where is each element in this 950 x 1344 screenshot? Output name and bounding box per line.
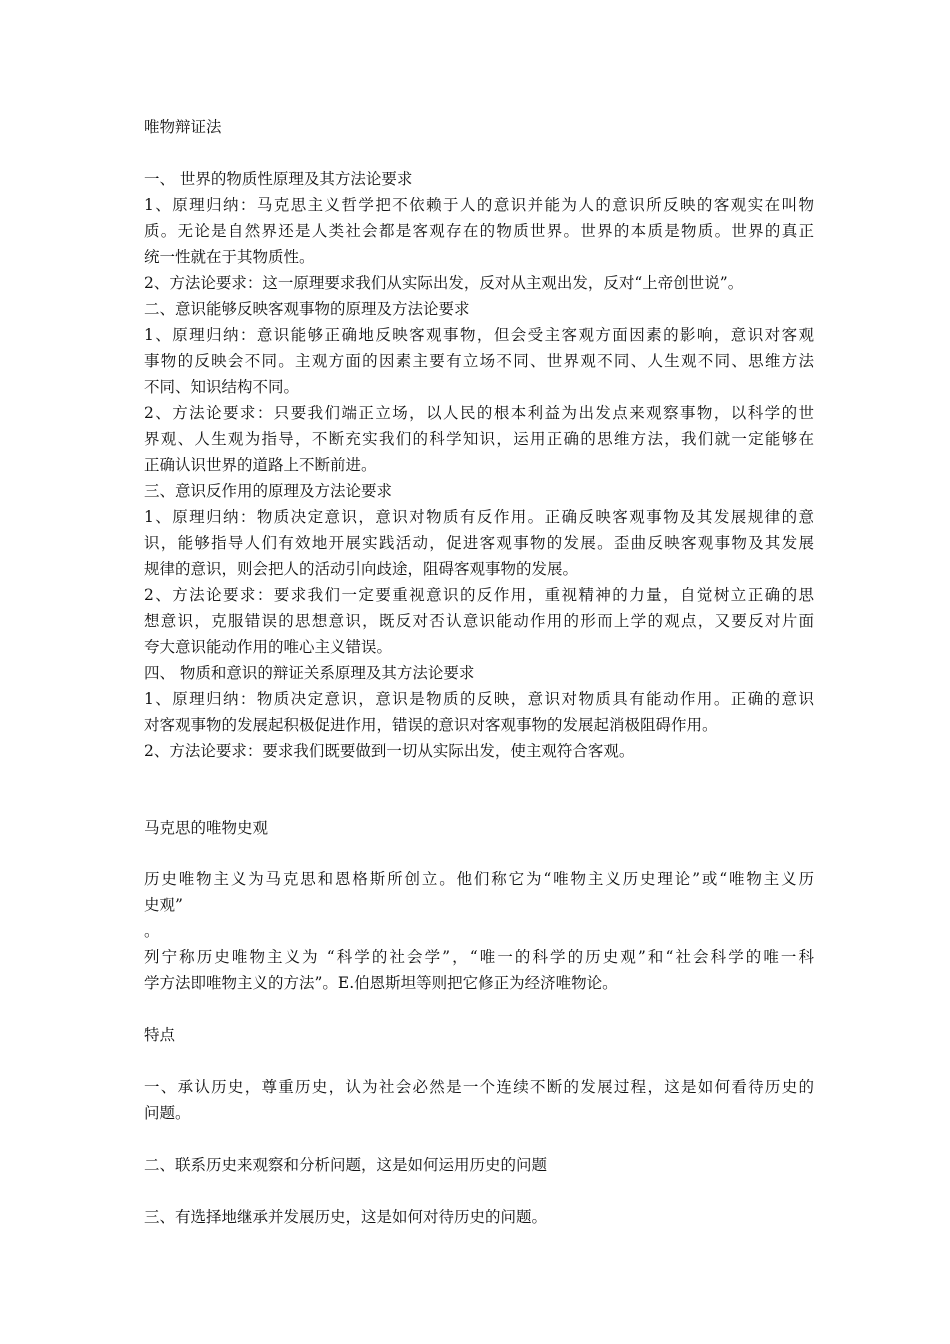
- paragraph-line: 正确认识世界的道路上不断前进。: [144, 456, 377, 474]
- paragraph-line: 史观”: [144, 896, 183, 914]
- paragraph-line: 想意识，克服错误的思想意识，既反对否认意识能动作用的形而上学的观点，又要反对片面: [144, 612, 814, 630]
- feature-item: 三、有选择地继承并发展历史，这是如何对待历史的问题。: [144, 1208, 548, 1226]
- paragraph-line: 。: [144, 922, 160, 940]
- paragraph-line: 质。无论是自然界还是人类社会都是客观存在的物质世界。世界的本质是物质。世界的真正: [144, 222, 814, 240]
- heading-4: 四、 物质和意识的辩证关系原理及其方法论要求: [144, 664, 475, 682]
- paragraph-line: 列宁称历史唯物主义为 “科学的社会学”，“唯一的科学的历史观”和“社会科学的唯一科: [144, 948, 814, 966]
- paragraph-line: 规律的意识，则会把人的活动引向歧途，阻碍客观事物的发展。: [144, 560, 579, 578]
- paragraph-line: 对客观事物的发展起积极促进作用，错误的意识对客观事物的发展起消极阻碍作用。: [144, 716, 718, 734]
- paragraph-line: 1、原理归纳：物质决定意识，意识是物质的反映，意识对物质具有能动作用。正确的意识: [144, 690, 814, 708]
- heading-1: 一、 世界的物质性原理及其方法论要求: [144, 170, 413, 188]
- paragraph-line: 识，能够指导人们有效地开展实践活动，促进客观事物的发展。歪曲反映客观事物及其发展: [144, 534, 814, 552]
- paragraph-line: 夸大意识能动作用的唯心主义错误。: [144, 638, 393, 656]
- heading-2: 二、意识能够反映客观事物的原理及方法论要求: [144, 300, 470, 318]
- paragraph-line: 统一性就在于其物质性。: [144, 248, 315, 266]
- heading-3: 三、意识反作用的原理及方法论要求: [144, 482, 393, 500]
- section-title-historical-materialism: 马克思的唯物史观: [144, 819, 269, 837]
- feature-item: 二、联系历史来观察和分析问题，这是如何运用历史的问题: [144, 1156, 548, 1174]
- paragraph-line: 界观、人生观为指导，不断充实我们的科学知识，运用正确的思维方法，我们就一定能够在: [144, 430, 814, 448]
- paragraph-line: 2、方法论要求：要求我们既要做到一切从实际出发，使主观符合客观。: [144, 742, 635, 760]
- paragraph-line: 2、方法论要求：要求我们一定要重视意识的反作用，重视精神的力量，自觉树立正确的思: [144, 586, 814, 604]
- feature-item: 问题。: [144, 1104, 191, 1122]
- features-title: 特点: [144, 1026, 176, 1044]
- paragraph-line: 事物的反映会不同。主观方面的因素主要有立场不同、世界观不同、人生观不同、思维方法: [144, 352, 814, 370]
- paragraph-line: 历史唯物主义为马克思和恩格斯所创立。他们称它为“唯物主义历史理论”或“唯物主义历: [144, 870, 814, 888]
- paragraph-line: 1、原理归纳：物质决定意识，意识对物质有反作用。正确反映客观事物及其发展规律的意: [144, 508, 814, 526]
- paragraph-line: 2、方法论要求：只要我们端正立场，以人民的根本利益为出发点来观察事物，以科学的世: [144, 404, 814, 422]
- paragraph-line: 1、原理归纳：马克思主义哲学把不依赖于人的意识并能为人的意识所反映的客观实在叫物: [144, 196, 814, 214]
- feature-item: 一、承认历史，尊重历史，认为社会必然是一个连续不断的发展过程，这是如何看待历史的: [144, 1078, 814, 1096]
- section-title-dialectics: 唯物辩证法: [144, 118, 222, 136]
- paragraph-line: 不同、知识结构不同。: [144, 378, 300, 396]
- paragraph-line: 1、原理归纳：意识能够正确地反映客观事物，但会受主客观方面因素的影响，意识对客观: [144, 326, 814, 344]
- paragraph-line: 2、方法论要求：这一原理要求我们从实际出发，反对从主观出发，反对“上帝创世说”。: [144, 274, 744, 292]
- paragraph-line: 学方法即唯物主义的方法”。E.伯恩斯坦等则把它修正为经济唯物论。: [144, 974, 618, 992]
